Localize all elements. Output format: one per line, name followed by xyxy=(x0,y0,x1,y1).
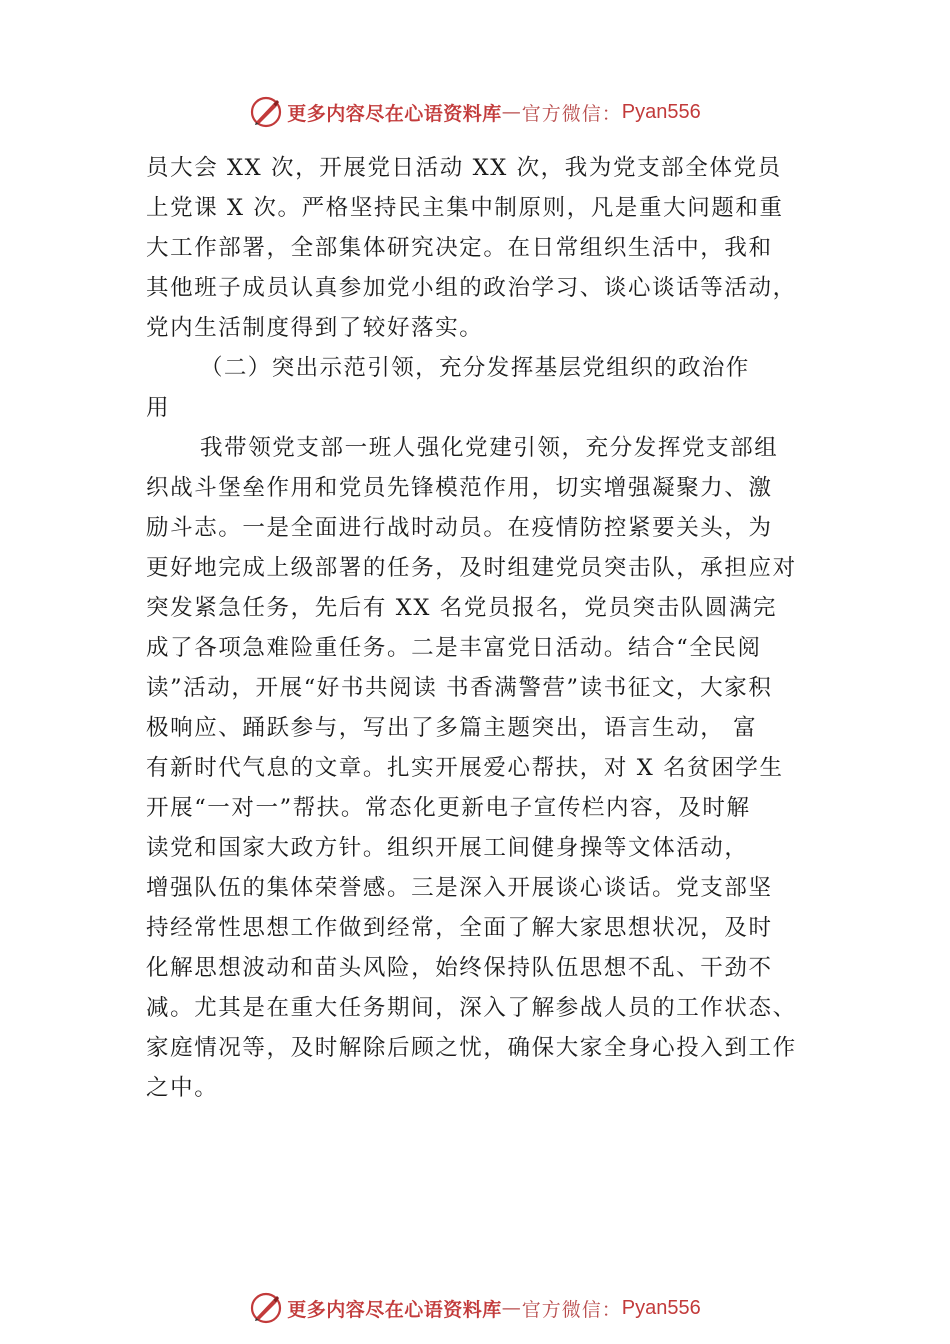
paragraph-line: 大工作部署，全部集体研究决定。在日常组织生活中，我和 xyxy=(146,235,773,261)
paragraph-line: 织战斗堡垒作用和党员先锋模范作用，切实增强凝聚力、激 xyxy=(146,475,773,501)
paragraph-line: 读党和国家大政方针。组织开展工间健身操等文体活动， xyxy=(146,835,749,861)
watermark-wechat-label: 官方微信： xyxy=(521,102,622,125)
section-heading-line: 用 xyxy=(146,395,170,421)
watermark-wechat-id: Pyan556 xyxy=(621,100,701,123)
paragraph-line: 成了各项急难险重任务。二是丰富党日活动。结合“全民阅 xyxy=(146,635,762,661)
paragraph-line: 突发紧急任务，先后有 XX 名党员报名，党员突击队圆满完 xyxy=(146,595,778,621)
paragraph-line: 上党课 X 次。严格坚持民主集中制原则，凡是重大问题和重 xyxy=(146,195,784,221)
watermark-wechat-label: 官方微信： xyxy=(521,1298,622,1321)
paragraph-line: 党内生活制度得到了较好落实。 xyxy=(146,315,484,341)
paragraph-line: 读”活动，开展“好书共阅读 书香满警营”读书征文，大家积 xyxy=(146,675,773,701)
watermark-dash: — xyxy=(501,1297,522,1319)
paragraph-line: 化解思想波动和苗头风险，始终保持队伍思想不乱、干劲不 xyxy=(146,955,773,981)
paragraph-line: 持经常性思想工作做到经常，全面了解大家思想状况，及时 xyxy=(146,915,773,941)
watermark-dash: — xyxy=(501,101,522,123)
paragraph-line: 员大会 XX 次，开展党日活动 XX 次，我为党支部全体党员 xyxy=(146,155,782,181)
paragraph-line: 更好地完成上级部署的任务，及时组建党员突击队，承担应对 xyxy=(146,555,797,581)
watermark-wechat-id: Pyan556 xyxy=(621,1296,701,1319)
paragraph-line: 我带领党支部一班人强化党建引领，充分发挥党支部组 xyxy=(200,435,779,461)
paragraph-line: 其他班子成员认真参加党小组的政治学习、谈心谈话等活动， xyxy=(146,275,797,301)
header-watermark-banner xyxy=(0,92,950,132)
paragraph-line: 有新时代气息的文章。扎实开展爱心帮扶，对 X 名贫困学生 xyxy=(146,755,784,781)
paragraph-line: 之中。 xyxy=(146,1075,219,1101)
paragraph-line: 减。尤其是在重大任务期间，深入了解参战人员的工作状态、 xyxy=(146,995,797,1021)
paragraph-line: 极响应、踊跃参与，写出了多篇主题突出，语言生动， 富 xyxy=(146,715,758,741)
watermark-main-text: 更多内容尽在心语资料库 xyxy=(287,102,502,125)
paragraph-line: 家庭情况等，及时解除后顾之忧，确保大家全身心投入到工作 xyxy=(146,1035,797,1061)
paragraph-line: 开展“一对一”帮扶。常态化更新电子宣传栏内容，及时解 xyxy=(146,795,751,821)
paragraph-line: 励斗志。一是全面进行战时动员。在疫情防控紧要关头，为 xyxy=(146,515,773,541)
footer-watermark-banner xyxy=(0,1288,950,1328)
pen-logo-icon xyxy=(249,95,283,129)
document-body xyxy=(146,148,818,1108)
section-heading-line: （二）突出示范引领，充分发挥基层党组织的政治作 xyxy=(200,355,750,381)
paragraph-line: 增强队伍的集体荣誉感。三是深入开展谈心谈话。党支部坚 xyxy=(146,875,773,901)
watermark-main-text: 更多内容尽在心语资料库 xyxy=(287,1298,502,1321)
pen-logo-icon xyxy=(249,1291,283,1325)
